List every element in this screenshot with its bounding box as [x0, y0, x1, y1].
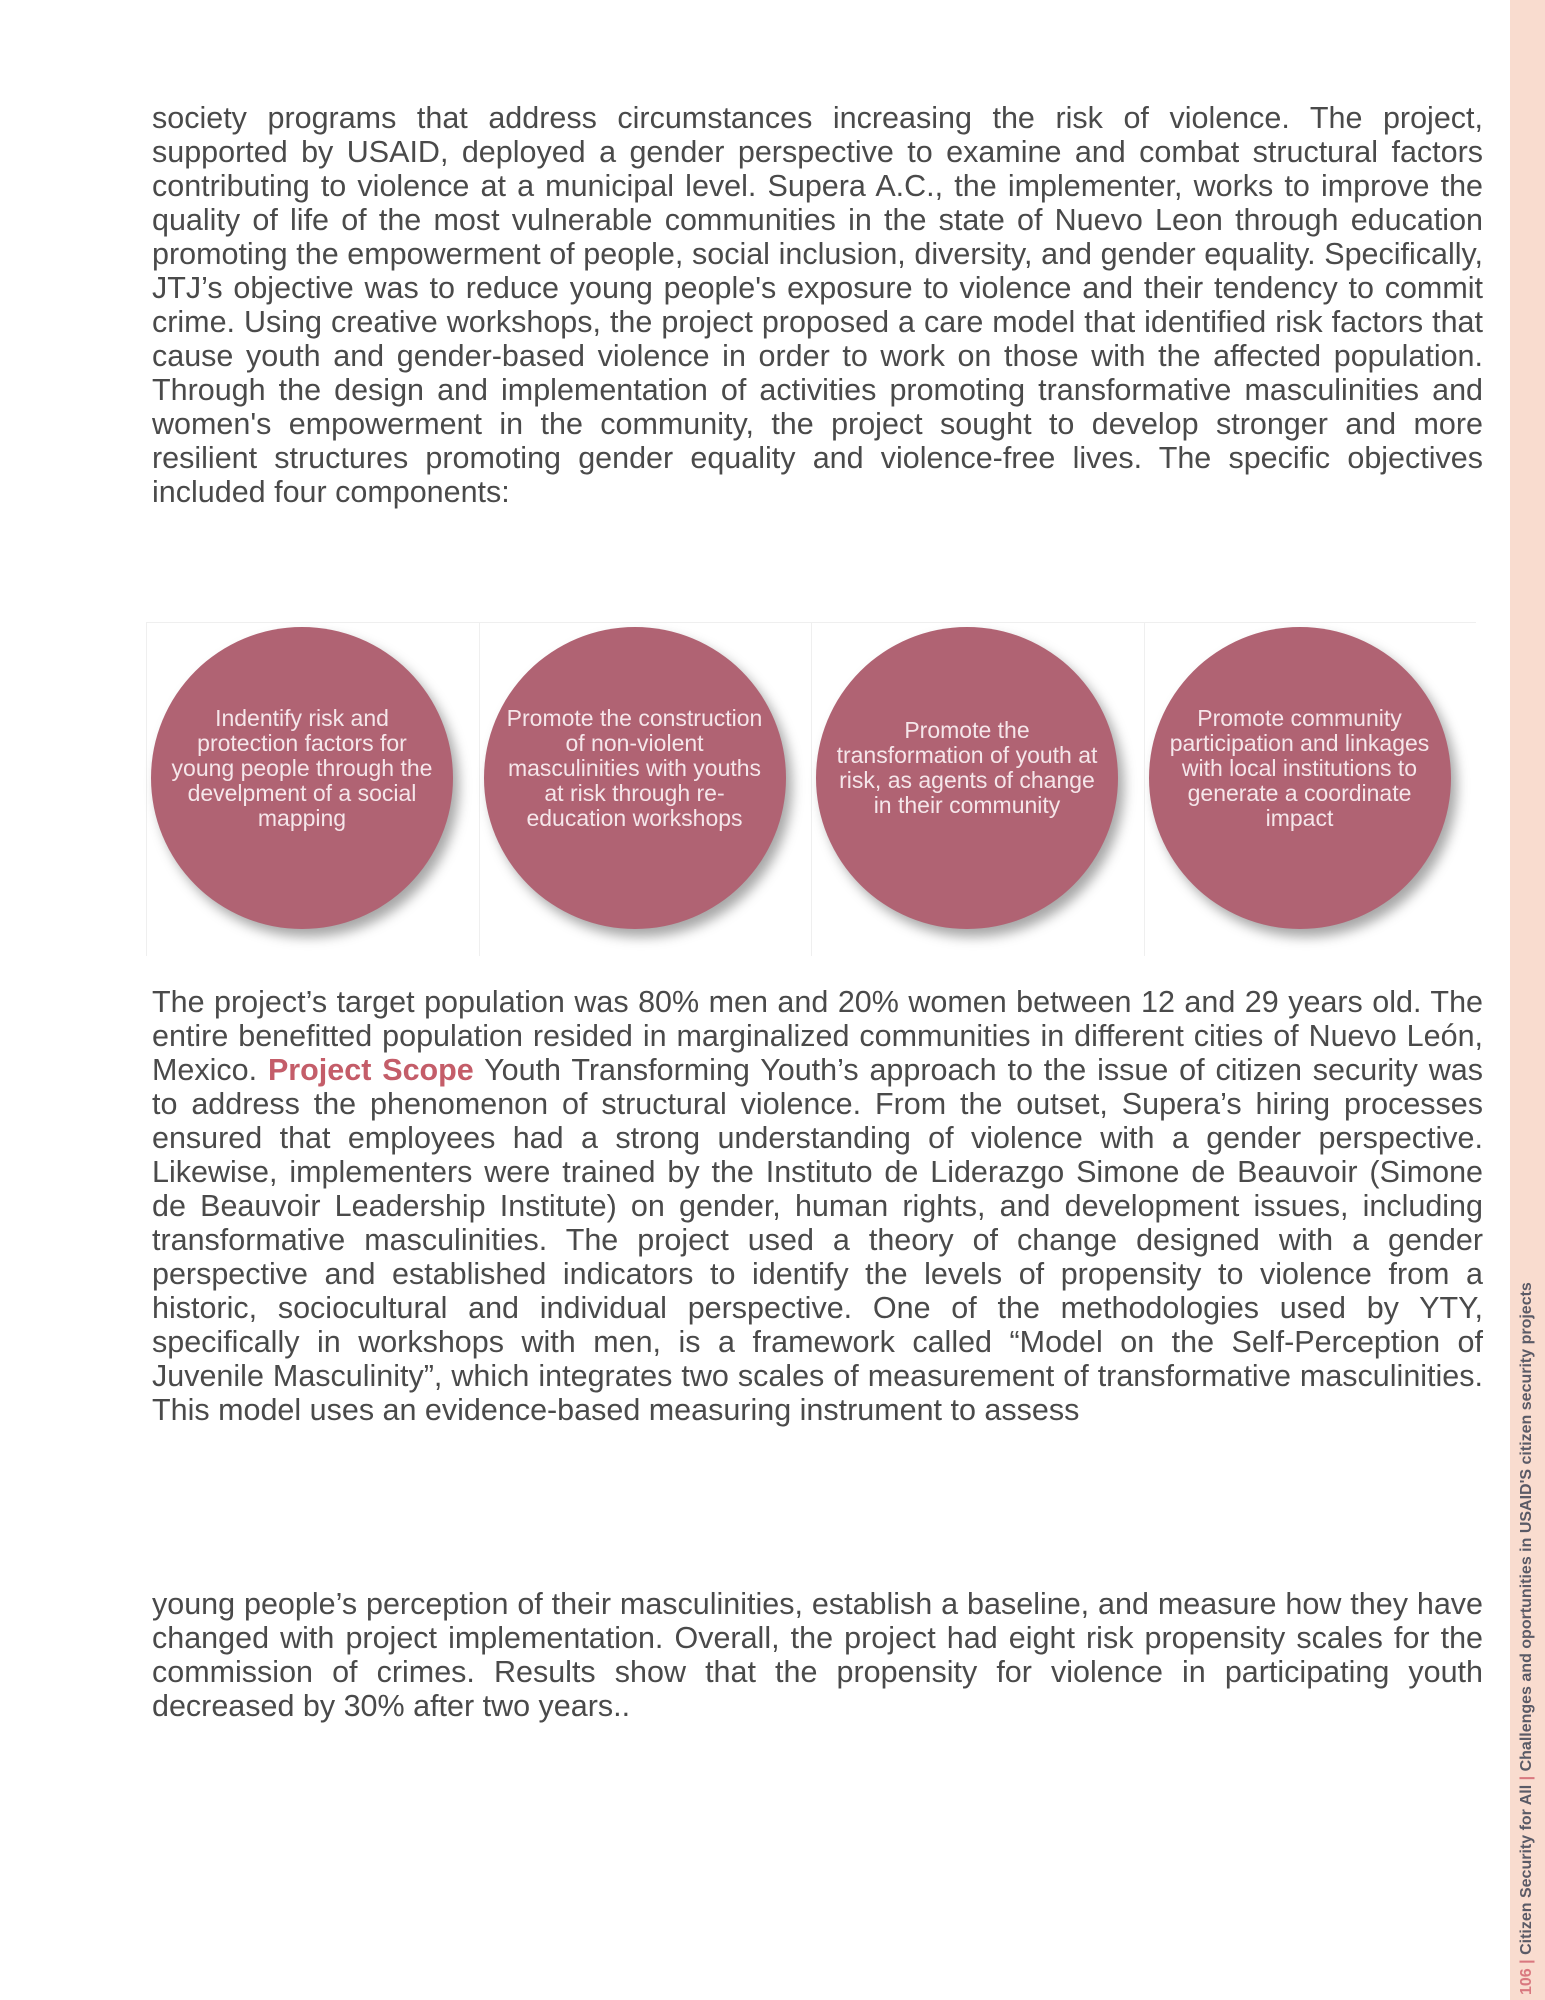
running-footer [1518, 1282, 1536, 1995]
footer-title-2: Challenges and oportunities in USAID'S citizen security projects [1518, 1282, 1535, 1772]
component-text-3: Promote the transformation of youth at risk, as agents of change in their community [836, 717, 1098, 818]
component-circle-2 [484, 627, 786, 929]
footer-separator-2: | [1518, 1775, 1535, 1781]
paragraph-2-body: Youth Transforming Youth’s approach to the issue of citizen security was to address the phenomenon of structural violence. From the outset, Supera’s hiring processes ensured that employees had a strong understanding of violence with a gender perspective. Likewise, implementers were trained by the Instituto de Liderazgo Simone de Beauvoir (Simone de Beauvoir Leadership Institute) on gender, human rights, and development issues, including transformative masculinities. The project used a theory of change designed with a gender perspective and established indicators to identify the levels of propensity to violence from a historic, sociocultural and individual perspective. One of the methodologies used by YTY, specifically in workshops with men, is a framework called “Model on the Self-Perception of Juvenile Masculinity”, which integrates two scales of measurement of transformative masculinities. This model uses an evidence-based measuring instrument to assess [152, 1053, 1483, 1427]
body-paragraph-3: young people’s perception of their masculinities, establish a baseline, and measure how they have changed with project implementation. Overall, the project had eight risk propensity scales for the commission of crimes. Results show that the propensity for violence in participating youth decreased by 30% after two years.. [152, 1587, 1483, 1723]
footer-separator-1: | [1518, 1959, 1535, 1964]
page-number: 106 [1518, 1968, 1535, 1995]
component-text-2: Promote the construction of non-violent masculinities with youths at risk through re-education workshops [506, 704, 763, 831]
body-paragraph-2 [152, 985, 1483, 1427]
paragraph-2-intro: The project’s target population was 80% men and 20% women between 12 and 29 years old. The entire benefitted population resided in marginalized communities in different cities of Nuevo León, Mexico. [152, 985, 1483, 1087]
component-circle-1 [151, 627, 453, 929]
component-text-4: Promote community participation and linkages with local institutions to generate a coordinate impact [1169, 704, 1430, 831]
body-paragraph-1: society programs that address circumstances increasing the risk of violence. The project, supported by USAID, deployed a gender perspective to examine and combat structural factors contributing to violence at a municipal level. Supera A.C., the implementer, works to improve the quality of life of the most vulnerable communities in the state of Nuevo Leon through education promoting the empowerment of people, social inclusion, diversity, and gender equality. Specifically, JTJ’s objective was to reduce young people's exposure to violence and their tendency to commit crime. Using creative workshops, the project proposed a care model that identified risk factors that cause youth and gender-based violence in order to work on those with the affected population. Through the design and implementation of activities promoting transformative masculinities and women's empowerment in the community, the project sought to develop stronger and more resilient structures promoting gender equality and violence-free lives. The specific objectives included four components: [152, 101, 1483, 509]
project-scope-heading: Project Scope [267, 1053, 474, 1087]
footer-title-1: Citizen Security for All [1518, 1784, 1535, 1955]
component-circle-4 [1149, 627, 1451, 929]
components-diagram [146, 622, 1476, 955]
component-cell-1 [146, 622, 479, 956]
component-cell-2 [479, 622, 812, 956]
component-text-1: Indentify risk and protection factors for young people through the develpment of a social mapping [171, 704, 433, 831]
component-cell-4 [1144, 622, 1477, 956]
component-circle-3 [816, 627, 1118, 929]
component-cell-3 [811, 622, 1144, 956]
